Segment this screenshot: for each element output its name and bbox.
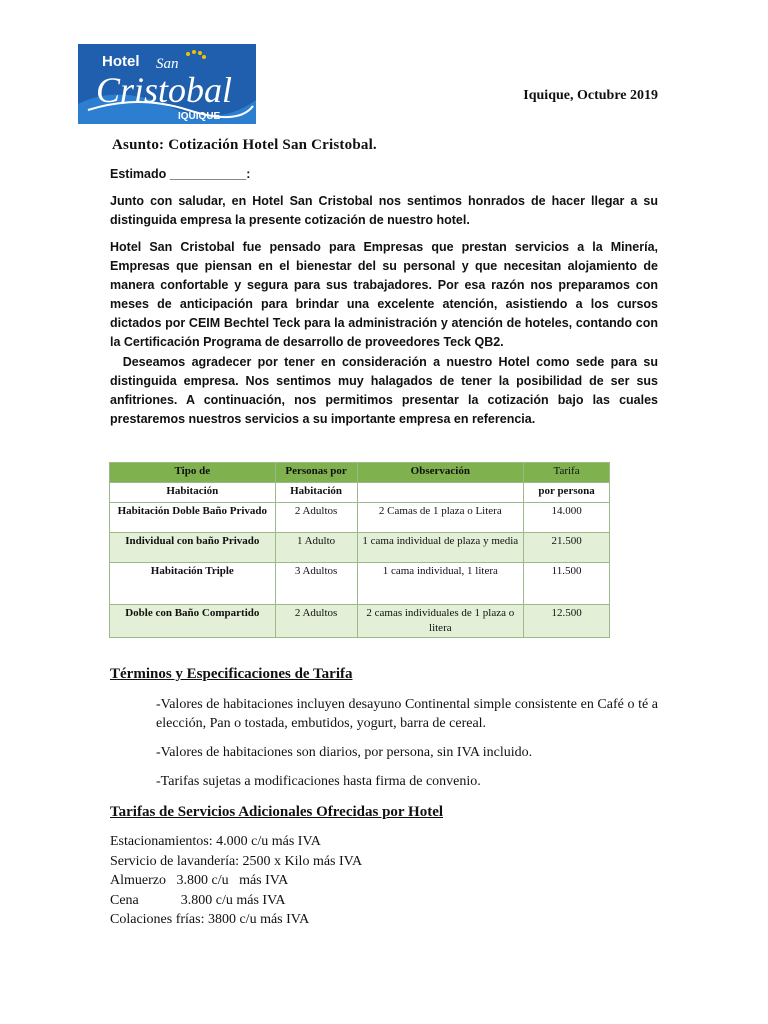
logo-text-cristobal: Cristobal — [96, 70, 233, 110]
table-row — [110, 605, 610, 638]
rate-cell: 14.000 — [524, 503, 610, 533]
header-cell: Tipo de — [110, 463, 276, 483]
room-type-cell: Habitación Doble Baño Privado — [110, 503, 276, 533]
service-item: Servicio de lavandería: 2500 x Kilo más IVA — [110, 853, 363, 869]
term-item: -Valores de habitaciones incluyen desayuno Continental simple consistente en Café o té a elección, Pan o tostada, embutidos, yogurt, barra de cereal. — [156, 697, 658, 731]
service-item: Estacionamientos: 4.000 c/u más IVA — [110, 834, 321, 849]
table-row — [110, 563, 610, 605]
observation-cell: 2 camas individuales de 1 plaza o litera — [357, 605, 524, 638]
persons-cell: 3 Adultos — [275, 563, 357, 605]
observation-cell: 2 Camas de 1 plaza o Litera — [357, 503, 524, 533]
observation-cell: 1 cama individual de plaza y media — [357, 533, 524, 563]
observation-cell: 1 cama individual, 1 litera — [357, 563, 524, 605]
header-cell: por persona — [524, 483, 610, 503]
rate-cell: 11.500 — [524, 563, 610, 605]
term-item: -Tarifas sujetas a modificaciones hasta firma de convenio. — [156, 774, 481, 789]
terms-title: Términos y Especificaciones de Tarifa — [110, 666, 353, 682]
header-cell: Tarifa — [524, 463, 610, 483]
term-item: -Valores de habitaciones son diarios, por persona, sin IVA incluido. — [156, 745, 533, 760]
header-cell: Observación — [357, 463, 524, 483]
hotel-description-paragraph: Hotel San Cristobal fue pensado para Empresas que prestan servicios a la Minería, Empresas que piensan en el bienestar del su personal y que necesitan alojamiento de manera confortable y segura para sus trabajadores. Por esa razón nos preparamos con meses de anticipación para brindar una excelente atención, asistiendo a los cursos dictados por CEIM Bechtel Teck para la administración y atención de hoteles, contando con la Certificación Programa de desarrollo de proveedores Teck QB2. — [110, 240, 658, 349]
service-item: Colaciones frías: 3800 c/u más IVA — [110, 912, 310, 927]
logo-text-iquique: IQUIQUE — [178, 111, 221, 122]
logo-text-san: San — [156, 56, 179, 72]
room-type-cell: Individual con baño Privado — [110, 533, 276, 563]
letter-subject: Asunto: Cotización Hotel San Cristobal. — [112, 137, 377, 153]
table-row — [110, 533, 610, 563]
letter-date: Iquique, Octubre 2019 — [523, 88, 658, 103]
persons-cell: 2 Adultos — [275, 503, 357, 533]
table-row — [110, 503, 610, 533]
header-cell: Personas por — [275, 463, 357, 483]
rate-cell: 21.500 — [524, 533, 610, 563]
services-list — [110, 832, 362, 930]
persons-cell: 2 Adultos — [275, 605, 357, 638]
thanks-paragraph: Deseamos agradecer por tener en consideración a nuestro Hotel como sede para su distinguida empresa. Nos sentimos muy halagados de tener la posibilidad de ser sus anfitriones. A continuación, nos permitimos presentar la cotización bajo las cuales prestaremos nuestros servicios a su importante empresa en referencia. — [110, 355, 662, 426]
rates-table — [109, 462, 610, 638]
persons-cell: 1 Adulto — [275, 533, 357, 563]
header-cell: Habitación — [275, 483, 357, 503]
room-type-cell: Doble con Baño Compartido — [110, 605, 276, 638]
header-cell — [357, 483, 524, 503]
room-type-cell: Habitación Triple — [110, 563, 276, 605]
hotel-logo — [78, 44, 256, 124]
service-item: Cena 3.800 c/u más IVA — [110, 892, 286, 908]
service-item: Almuerzo 3.800 c/u más IVA — [110, 873, 289, 888]
intro-paragraph: Junto con saludar, en Hotel San Cristobal nos sentimos honrados de hacer llegar a su distinguida empresa la presente cotización de nuestro hotel. — [110, 194, 658, 227]
rate-cell: 12.500 — [524, 605, 610, 638]
services-title: Tarifas de Servicios Adicionales Ofrecidas por Hotel — [110, 804, 444, 820]
letter-greeting: Estimado ___________: — [110, 167, 251, 181]
header-cell: Habitación — [110, 483, 276, 503]
logo-text-hotel: Hotel — [102, 53, 140, 70]
table-header-row — [110, 463, 610, 483]
table-header-row — [110, 483, 610, 503]
